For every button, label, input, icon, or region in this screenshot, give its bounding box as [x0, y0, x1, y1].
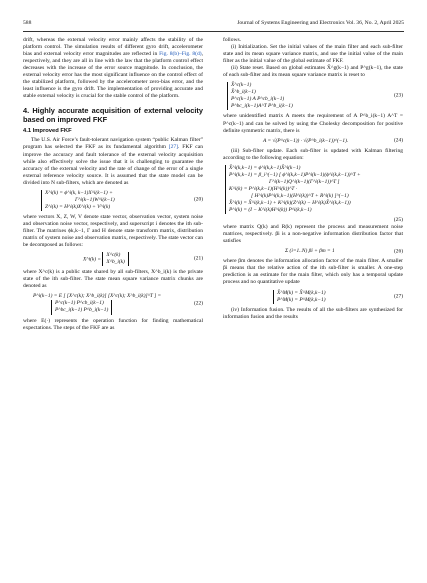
equation-21: X^i(k) = X^c(k) X^b_i(k) (21) [83, 252, 203, 266]
equation-number: (25) [393, 217, 403, 224]
equation-20: X^i(k) = ϕ^i(k, k−1)X^i(k−1) + Γ^i(k−1)W^i(k−1) Z^i(k) = H^i(k)X^i(k) + V^i(k) (20) [23, 190, 203, 211]
paragraph: where unidentified matrix A meets the requirement of A P^b_i(k−1) A^T = P^c(k−1) and can be solved by using the Cholesky decomposition for positive definite symmetric matrix, there is [223, 113, 403, 134]
paragraph: The U.S. Air Force’s fault-tolerant navigation system “public Kalman filter” program has selected the FKF as its fundamental algorithm [27]. FKF can improve the accuracy and fault tolerance of the external velocity acquisition while also effectively solve the issue that it is challenging to guarantee the accuracy of the external velocity and the rate of change of the error of a single external reference velocity source. It is assumed that the state model can be divided into N sub-filters, which are denoted as [23, 137, 203, 186]
header-rule [23, 31, 404, 32]
paragraph: where X^c(k) is a public state shared by all sub-filters, X^b_i(k) is the private state of the ith sub-filter. The state mean square variance matrix chunks are denoted as [23, 269, 203, 290]
paragraph: where vectors X, Z, W, V denote state vector, observation vector, system noise and observation noise vector, respectively, and superscript i denotes the ith sub-filter. The matrixes ϕk,k−1, Γ and H denote state transform matrix, distribution matrix of system noise and observation matrix, respectively. The state vector can be decomposed as follows: [23, 213, 203, 249]
paragraph: (iv) Information fusion. The results of all the sub-filters are synthesized for information fusion and the results [223, 306, 403, 320]
equation-number: (22) [194, 300, 203, 307]
equation-27: X̂^M(k) = X̂^M(k,k−1) P^M(k) = P^M(k,k−1) (27) [223, 290, 403, 304]
right-column [223, 37, 403, 321]
paragraph: where matrix Q(k) and R(k) represent the process and measurement noise matrices, respectively. βi is a non-negative information distribution factor that satisfies [223, 224, 403, 245]
equation-number: (26) [394, 248, 403, 255]
paragraph: follows. [223, 37, 242, 43]
equation-26: Σ (i=1..N) βi + βm = 1 (26) [285, 248, 403, 255]
citation-link[interactable]: [27] [168, 144, 179, 151]
paragraph: (iii) Sub-filter update. Each sub-filter is updated with Kalman filtering according to the following equation: [223, 147, 403, 161]
page-number: 588 [23, 20, 32, 26]
paragraph: (ii) State reset. Based on global estimates X̂^g(k−1) and P^g(k−1), the state of each sub-filter and its mean square variance matrix is reset to [223, 65, 403, 79]
paragraph: drift, whereas the external velocity error mainly affects the stability of the platform control. The simulation results of different gyro drift, accelerometer bias and external velocity error magnitudes are reflected in Fig. 8(b)–Fig. 8(d), respectively, and they are all in line with the law that the platform control effect decreases with the increase of the error source magnitude. In conclusion, the external velocity error has the most significant influence on the control effect of the stabilized platform, followed by the accelerometer zero-bias error, and the least influence is the gyro drift. The implementation of providing accurate and stable external velocity is crucial for the stable control of the platform. [23, 37, 203, 100]
left-column [23, 37, 203, 332]
paragraph: where E(·) represents the operation function for finding mathematical expectations. The steps of the FKF are as [23, 317, 203, 331]
paragraph: (i) Initialization. Set the initial values of the main filter and each sub-filter state and its mean square variance matrix, and use the initial value of the main filter as the initial value of the global estimate of FKF. [223, 44, 403, 65]
equation-22: P^i(k−1) = E [ [X^c(k); X^b_i(k)] [X^c(k); X^b_i(k)]^T ] = P^c(k−1) P^cb_i(k−1) P^bc_i(k−1) P^b_i(k−1) (22) [33, 293, 203, 314]
equation-number: (24) [394, 137, 403, 144]
journal-name: Journal of Systems Engineering and Electronics Vol. 36, No. 2, April 2025 [237, 20, 404, 26]
equation-number: (23) [394, 92, 403, 99]
equation-24: A = √(P^c(k−1)) · √(P^b_i(k−1))^(−1). (24) [263, 137, 403, 144]
paragraph: where βm denotes the information allocation factor of the main filter. A smaller βi means that the relative action of the ith sub-filter is smaller. A one-step prediction is an estimate for the main filter, which only has a temporal update process and no quantitative update [223, 258, 403, 286]
equation-number: (21) [194, 255, 203, 262]
running-header [23, 20, 404, 30]
figure-link[interactable]: Fig. 8(b)–Fig. 8(d) [159, 51, 202, 58]
equation-23: X̂^c(k−1) X̂^b_i(k−1) P^c(k−1) A P^cb_i(k−1) P^bc_i(k−1)A^T P^b_i(k−1) (23) [223, 82, 403, 110]
equation-number: (27) [394, 293, 403, 300]
section-heading: 4. Highly accurate acquisition of external velocity based on improved FKF [23, 106, 203, 125]
equation-number: (20) [194, 196, 203, 203]
subsection-heading: 4.1 Improved FKF [23, 128, 72, 135]
equation-25: X̂^i(k,k−1) = ϕ^i(k,k−1)X̂^i(k−1) P^i(k,k−1) = β_i^(−1) [ ϕ^i(k,k−1)P^i(k−1)(ϕ^i(k,k−1))^T + Γ^i(k−1)Q^i(k−1)(Γ^i(k−1))^T ] K^i(k) = P^i(k,k−1)(H^i(k))^T · [ H^i(k)P^i(k,k−1)(H^i(k))^T + R^i(k) ]^(−1) X̂^i(k) = X̂^i(k,k−1) + K^i(k)(Z^i(k) − H^i(k)X̂^i(k,k−1)) P^i(k) = (I − K^i(k)H^i(k)) P^i(k,k−1) [223, 165, 403, 214]
